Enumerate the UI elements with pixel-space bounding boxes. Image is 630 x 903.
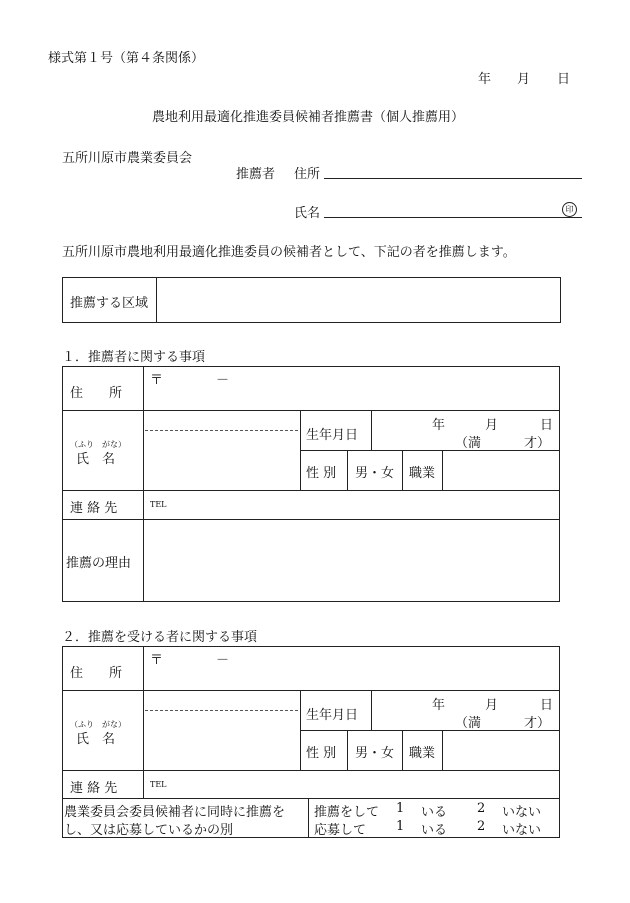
s2-app-opt1-text[interactable]: いる (421, 823, 448, 838)
s1-postal-dash: － (216, 373, 230, 388)
s2-job-input[interactable] (446, 733, 556, 767)
s1-reason-input[interactable] (147, 522, 555, 598)
s1-sex-options[interactable]: 男・女 (355, 466, 395, 481)
s2-day: 日 (540, 698, 554, 713)
s1-year: 年 (432, 418, 446, 433)
s2-rec-opt1-num[interactable]: 1 (396, 801, 405, 816)
s2-app-opt2-num[interactable]: 2 (477, 819, 486, 834)
area-divider (156, 277, 157, 323)
s1-sex-label: 性 別 (306, 466, 337, 481)
s2-contact-label: 連 絡 先 (70, 781, 118, 796)
form-number: 様式第１号（第４条関係） (48, 51, 205, 66)
s2-rec-opt2-num[interactable]: 2 (477, 801, 486, 816)
s1-contact-label: 連 絡 先 (70, 501, 118, 516)
s2-rec-opt2-text[interactable]: いない (502, 805, 542, 820)
seal-mark: 印 (562, 202, 577, 217)
s2-year: 年 (432, 698, 446, 713)
s1-address-input[interactable] (147, 385, 555, 407)
s2-age-open: （満 (455, 716, 482, 731)
s2-address-input[interactable] (147, 665, 555, 687)
area-label: 推薦する区域 (70, 296, 149, 311)
s2-postal-dash: － (216, 653, 230, 668)
statement: 五所川原市農地利用最適化推進委員の候補者として、下記の者を推薦します。 (62, 245, 516, 260)
s2-address-label: 住 所 (70, 666, 123, 681)
s1-age-close: 才） (524, 436, 551, 451)
s2-name-input[interactable] (147, 693, 297, 767)
recommender-label: 推薦者 (236, 167, 276, 182)
s1-day: 日 (540, 418, 554, 433)
recommender-name-label: 氏名 (294, 206, 321, 221)
s2-sex-label: 性 別 (306, 746, 337, 761)
section2-label-divider (143, 646, 144, 798)
addressee: 五所川原市農業委員会 (62, 151, 193, 166)
s2-sex-options[interactable]: 男・女 (355, 746, 395, 761)
s2-job-label: 職業 (409, 746, 436, 761)
s2-app-opt1-num[interactable]: 1 (396, 819, 405, 834)
s2-furigana: （ふり がな） (70, 720, 126, 729)
s1-month: 月 (485, 418, 499, 433)
s2-name-label: 氏 名 (76, 732, 116, 747)
s2-rec-label: 推薦をして (314, 805, 380, 820)
recommender-address-label: 住所 (294, 167, 321, 182)
s1-job-input[interactable] (446, 453, 556, 487)
area-input[interactable] (160, 280, 558, 320)
page-title: 農地利用最適化推進委員候補者推薦書（個人推薦用） (152, 110, 465, 125)
s1-age-open: （満 (455, 436, 482, 451)
s1-name-input[interactable] (147, 413, 297, 487)
s2-rec-opt1-text[interactable]: いる (421, 805, 448, 820)
date-year: 年 (478, 72, 492, 87)
s2-simultaneous-line1: 農業委員会委員候補者に同時に推薦を (64, 805, 286, 820)
section1-label-divider (143, 366, 144, 602)
recommender-name-line[interactable] (324, 217, 582, 218)
s1-postal-mark: 〒 (150, 373, 164, 388)
s1-birth-label: 生年月日 (306, 428, 359, 443)
date-day: 日 (557, 72, 571, 87)
s2-simultaneous-line2: し、又は応募しているかの別 (64, 823, 234, 838)
section1-heading: １．推薦者に関する事項 (62, 350, 206, 365)
date-month: 月 (517, 72, 531, 87)
s1-reason-label: 推薦の理由 (66, 556, 132, 571)
s1-furigana: （ふり がな） (70, 440, 126, 449)
s1-tel-label: TEL (150, 500, 167, 509)
s1-name-label: 氏 名 (76, 452, 116, 467)
s1-job-label: 職業 (409, 466, 436, 481)
s1-address-label: 住 所 (70, 386, 123, 401)
s2-app-label: 応募して (314, 823, 367, 838)
s2-tel-input[interactable] (168, 773, 556, 796)
recommender-address-line[interactable] (324, 178, 582, 179)
section2-heading: ２．推薦を受ける者に関する事項 (62, 630, 258, 645)
s2-month: 月 (485, 698, 499, 713)
s2-tel-label: TEL (150, 780, 167, 789)
s2-app-opt2-text[interactable]: いない (502, 823, 542, 838)
s2-postal-mark: 〒 (150, 653, 164, 668)
s2-age-close: 才） (524, 716, 551, 731)
s1-tel-input[interactable] (168, 493, 556, 517)
s2-birth-label: 生年月日 (306, 708, 359, 723)
